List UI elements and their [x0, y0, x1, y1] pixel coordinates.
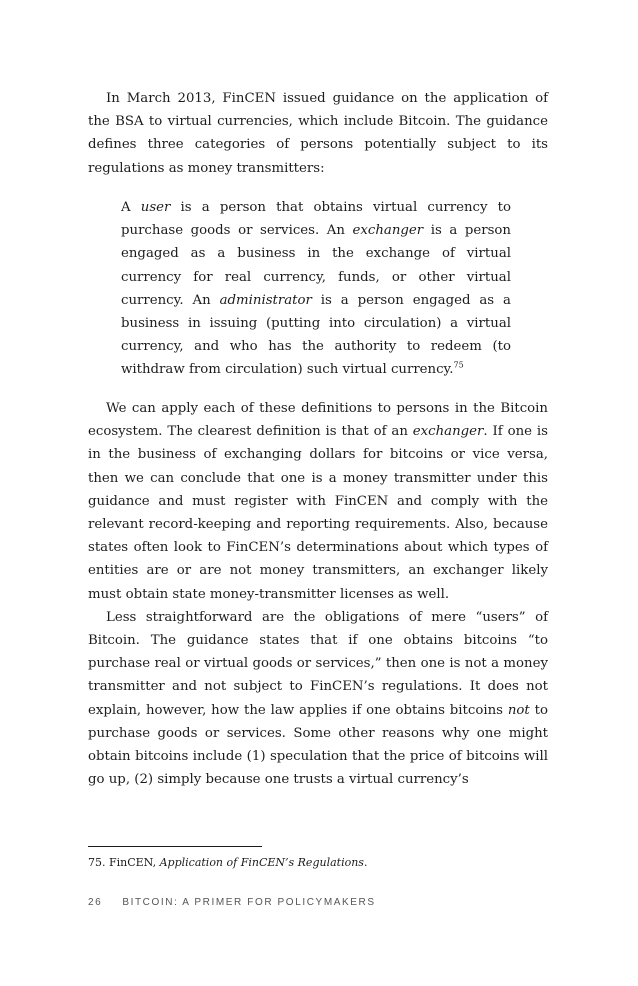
paragraph-text: Less straightforward are the obligations of mere “users” of Bitcoin. The guidance states that if one obtains bitcoins “to purchase real or virtual goods or services,” then one is not a money transmitter and not subject to FinCEN’s regulations. It does not explain, however, how the law applies if one obtains bitcoins	[88, 609, 548, 718]
paragraph-text: We can apply each of these definitions to persons in the Bitcoin ecosystem. The clearest definition is that of an	[88, 401, 548, 440]
footnote-end: .	[363, 856, 368, 869]
paragraph-fincen-guidance	[88, 87, 548, 180]
footnote-divider	[88, 846, 262, 847]
footnote-number: 75. FinCEN,	[88, 856, 160, 869]
footnote-75	[88, 856, 367, 870]
paragraph-users	[88, 606, 548, 792]
paragraph-text: . If one is in the business of exchanging dollars for bitcoins or vice versa, then we can conclude that one is a money transmitter under this guidance and must register with FinCEN and comply with the relevant record-keeping and reporting requirements. Also, because states often look to FinCEN’s determinations about which types of entities are or are not money transmitters, an exchanger likely must obtain state money-transmitter licenses as well.	[88, 424, 548, 602]
page-number: 26	[88, 897, 103, 908]
quote-text: is a person that obtains virtual currency to purchase goods or services. An	[121, 200, 511, 239]
paragraph-text: to purchase goods or services. Some other reasons why one might obtain bitcoins include (1) speculation that the price of bitcoins will go up, (2) simply because one trusts a virtual currency’s	[88, 702, 549, 788]
running-title: BITCOIN: A PRIMER FOR POLICYMAKERS	[122, 897, 376, 908]
footnote-source-title: Application of FinCEN’s Regulations	[159, 856, 364, 869]
term-user: user	[140, 200, 171, 215]
emphasis-not: not	[507, 702, 530, 718]
term-exchanger-emphasis: exchanger	[412, 424, 484, 440]
quote-text: is a person engaged as a business in the exchange of virtual currency for real currency, funds, or other virtual currency. An	[121, 223, 511, 308]
quote-text: is a person engaged as a business in issuing (putting into circulation) a virtual currency, and who has the authority to redeem (to withdraw from circulation) such virtual currency.	[121, 292, 511, 378]
body-paragraphs	[88, 397, 548, 791]
block-quote-definitions	[121, 196, 511, 382]
quote-text: A	[121, 200, 141, 215]
paragraph-text: In March 2013, FinCEN issued guidance on the application of the BSA to virtual currencies, which include Bitcoin. The guidance defines three categories of persons potentially subject to its regulations as money transmitters:	[88, 91, 548, 176]
term-exchanger: exchanger	[352, 223, 424, 239]
term-administrator: administrator	[219, 292, 312, 308]
paragraph-exchanger	[88, 397, 548, 606]
footnote-reference[interactable]: 75	[453, 361, 464, 370]
running-footer	[88, 897, 376, 908]
